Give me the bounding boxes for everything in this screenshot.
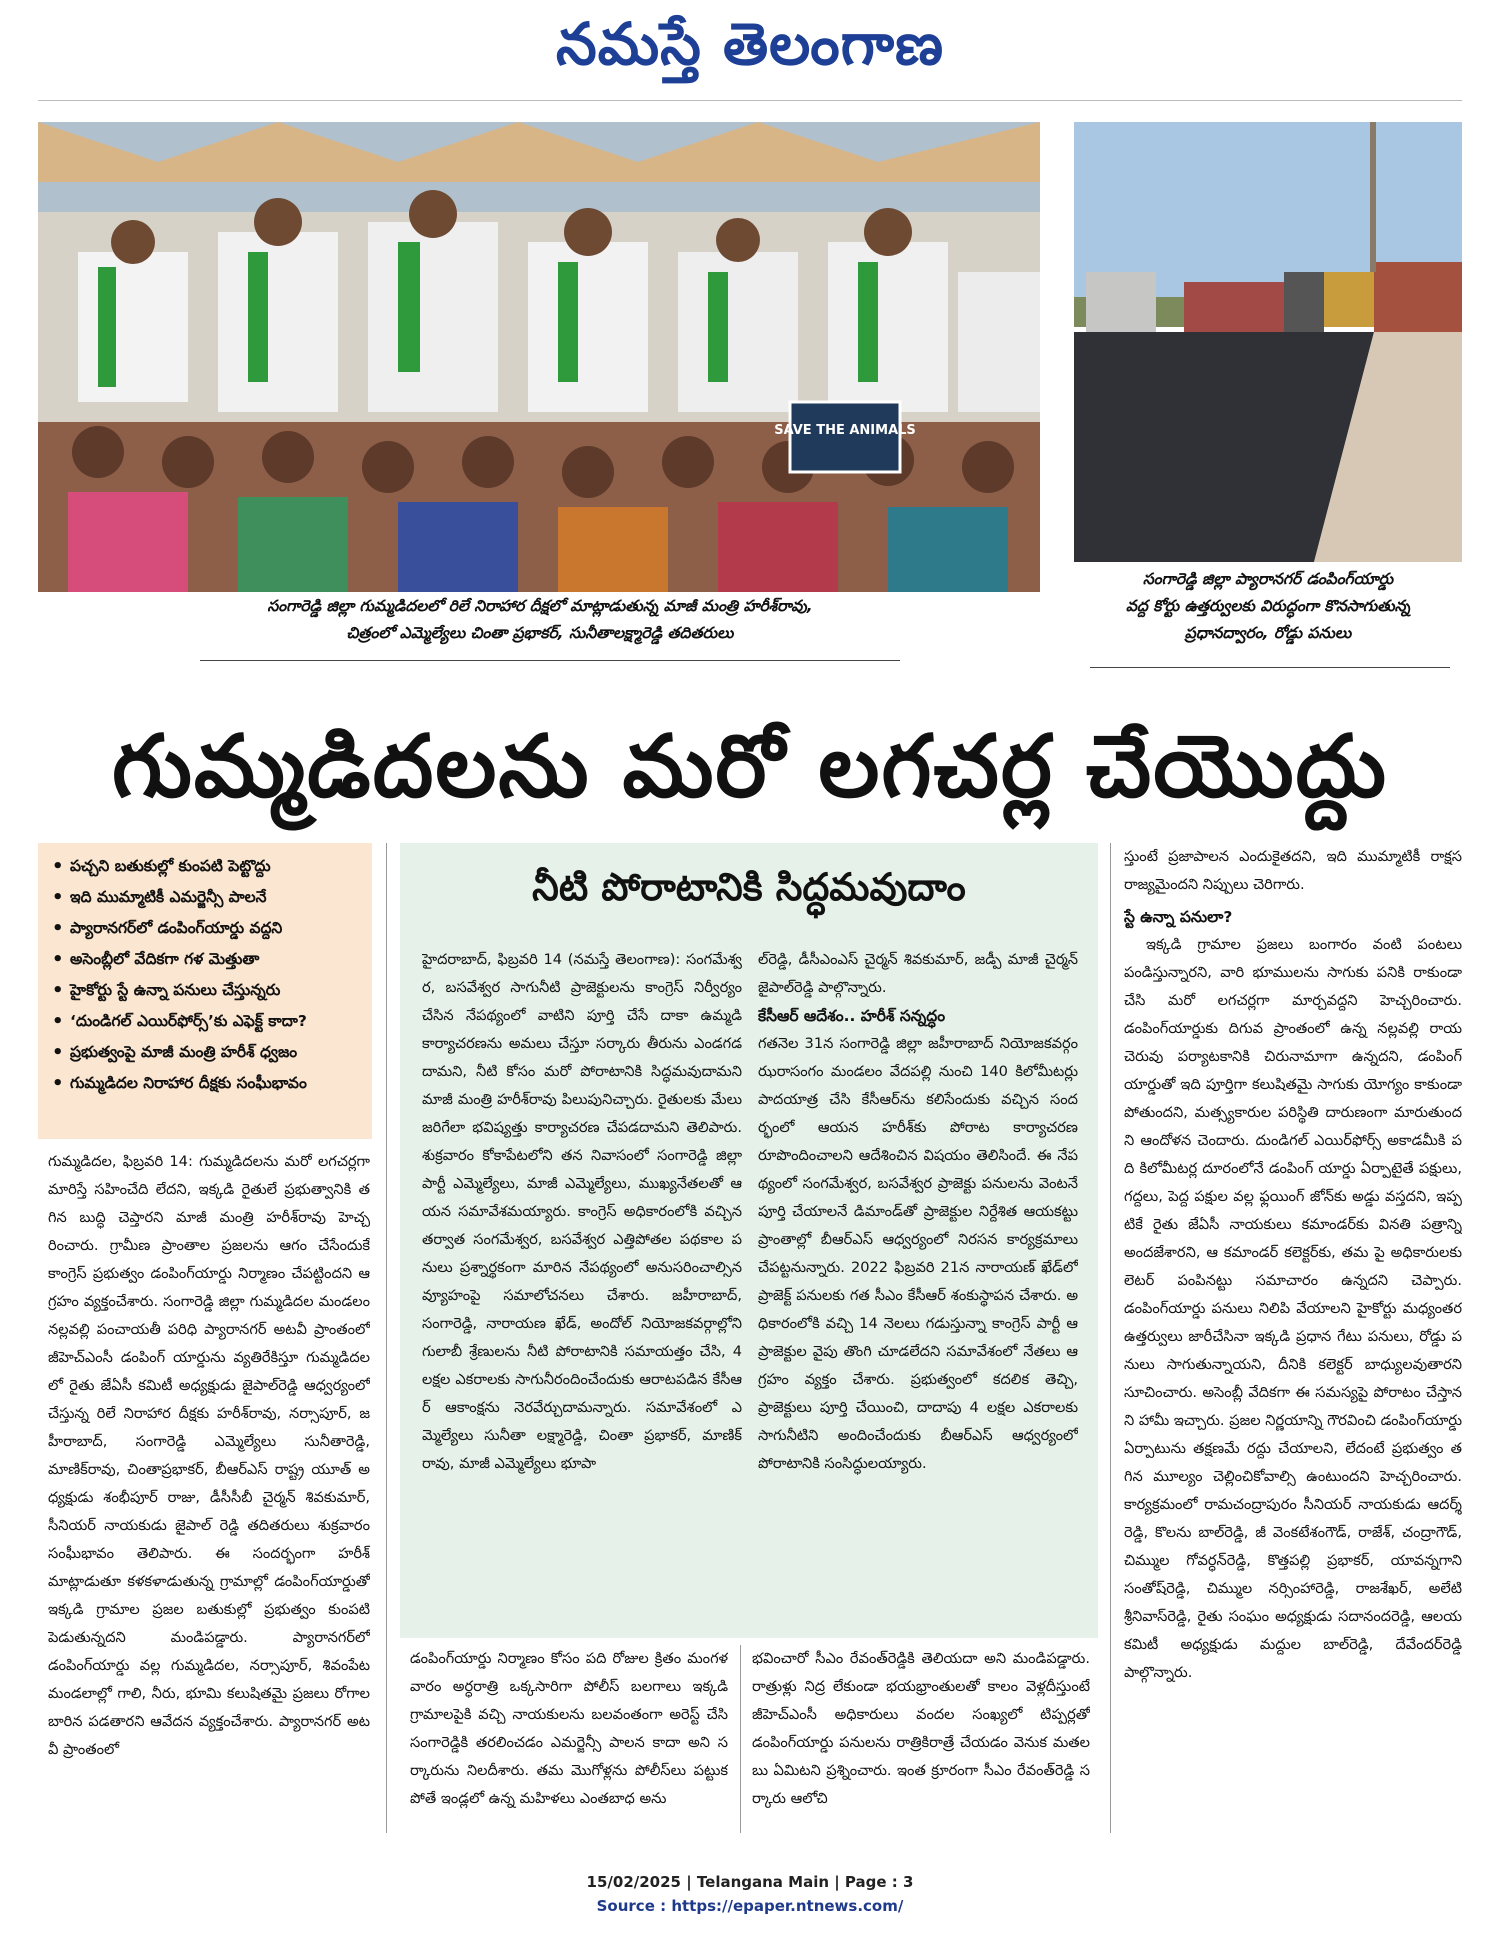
masthead — [0, 0, 1500, 100]
placard-text: SAVE THE ANIMALS — [774, 423, 916, 438]
caption-underline — [1090, 667, 1450, 668]
column-divider — [1110, 843, 1111, 1833]
caption-line: సంగారెడ్డి జిల్లా గుమ్మడిదలలో రిలే నిరాహార దీక్షలో మాట్లాడుతున్న మాజీ మంత్రి హరీశ్‌రావు, — [267, 597, 813, 615]
article-column-2: డంపింగ్‌యార్డు నిర్మాణం కోసం పది రోజుల క్రితం మంగళవారం అర్ధరాత్రి ఒక్కసారిగా పోలీస్ బలగాలు ఇక్కడి గ్రామాలపైకి వచ్చి నాయకులను బలవంతంగా అరెస్ట్ చేసి సంగారెడ్డికి తరలించడం ఎమర్జెన్సీ పాలన కాదా అని సర్కారును నిలదీశారు. తమ మొగోళ్లను పోలీస్‌లు పట్టుకపోతే ఇండ్లలో ఉన్న మహిళలు ఎంతబాధ అను — [410, 1650, 728, 1807]
sidebar-subhead: కేసీఆర్ ఆదేశం.. హరీశ్ సన్నద్ధం — [758, 1007, 946, 1025]
highlight-item: • ‘దుండిగల్ ఎయిర్‌ఫోర్స్’కు ఎఫెక్ట్ కాదా? — [46, 1006, 364, 1037]
caption-underline — [200, 660, 900, 661]
sidebar-column-left: హైదరాబాద్, ఫిబ్రవరి 14 (నమస్తే తెలంగాణ): సంగమేశ్వర, బసవేశ్వర సాగునీటి ప్రాజెక్టులను కాంగ్రెస్ నిర్వీర్యం చేసిన నేపథ్యంలో వాటిని పూర్తి చేసే దాకా ఉమ్మడి కార్యాచరణను అమలు చేస్తూ సర్కారు తీరును ఎండగడదామని, నీటి కోసం మరో పోరాటానికి సిద్ధమవుదామని మాజీ మంత్రి హరీశ్‌రావు పిలుపునిచ్చారు. రైతులకు మేలు జరిగేలా భవిష్యత్తు కార్యాచరణ చేపడదామని తెలిపారు. శుక్రవారం కోకాపేటలోని తన నివాసంలో సంగారెడ్డి జిల్లా పార్టీ ఎమ్మెల్యేలు, మాజీ ఎమ్మెల్యేలు, ముఖ్యనేతలతో ఆయన సమావేశమయ్యారు. కాంగ్రెస్ అధికారంలోకి వచ్చిన తర్వాత సంగమేశ్వర, బసవేశ్వర ఎత్తిపోతల పథకాల పనులు ప్రశ్నార్థకంగా మారిన నేపథ్యంలో అనుసరించాల్సిన వ్యూహంపై సమాలోచనలు చేశారు. జహీరాబాద్, సంగారెడ్డి, నారాయణ ఖేడ్, అందోల్ నియోజకవర్గాల్లోని గులాబీ శ్రేణులను నీటి పోరాటానికి సమాయత్తం చేసి, 4 లక్షల ఎకరాలకు సాగునీరందించేందుకు ఆరాటపడిన కేసీఆర్ ఆకాంక్షను నెరవేర్చుదామన్నారు. సమావేశంలో ఎమ్మెల్యేలు సునీతా లక్ష్మారెడ్డి, చింతా ప్రభాకర్, మాణిక్ రావు, మాజీ ఎమ్మెల్యేలు భూపా — [422, 951, 742, 1472]
article-column-1: గుమ్మడిదల, ఫిబ్రవరి 14: గుమ్మడిదలను మరో లగచర్లగా మారిస్తే సహించేది లేదని, ఇక్కడి రైతులే ప్రభుత్వానికి తగిన బుద్ధి చెప్తారని మాజీ మంత్రి హరీశ్‌రావు హెచ్చరించారు. గ్రామీణ ప్రాంతాల ప్రజలను ఆగం చేసేందుకే కాంగ్రెస్ ప్రభుత్వం డంపింగ్‌యార్డు నిర్మాణం చేపట్టిందని ఆగ్రహం వ్యక్తంచేశారు. సంగారెడ్డి జిల్లా గుమ్మడిదల మండలం నల్లవల్లి పంచాయతీ పరిధి ప్యారానగర్ అటవీ ప్రాంతంలో జీహెచ్‌ఎంసీ డంపింగ్ యార్డును వ్యతిరేకిస్తూ గుమ్మడిదలలో రైతు జేఏసీ కమిటీ అధ్యక్షుడు జైపాల్‌రెడ్డి ఆధ్వర్యంలో చేస్తున్న రిలే నిరాహార దీక్షకు హరీశ్‌రావు, నర్సాపూర్, జహీరాబాద్, సంగారెడ్డి ఎమ్మెల్యేలు సునీతారెడ్డి, మాణిక్‌రావు, చింతాప్రభాకర్, బీఆర్‌ఎస్ రాష్ట్ర యూత్ అధ్యక్షుడు శంభీపూర్ రాజు, డీసీసీబీ చైర్మన్ శివకుమార్, సీనియర్ నాయకుడు జైపాల్ రెడ్డి తదితరులు శుక్రవారం సంఘీభావం తెలిపారు. ఈ సందర్భంగా హరీశ్ మాట్లాడుతూ కళకళాడుతున్న గ్రామాల్లో డంపింగ్‌యార్డుతో ఇక్కడి గ్రామాల ప్రజల బతుకుల్లో ప్రభుత్వం కుంపటి పెడుతున్నదని మండిపడ్డారు. ప్యారానగర్‌లో డంపింగ్‌యార్డు వల్ల గుమ్మడిదల, నర్సాపూర్, శివంపేట మండలాల్లో గాలి, నీరు, భూమి కలుషితమై ప్రజలు రోగాల బారిన పడతారని ఆవేదన వ్యక్తంచేశారు. ప్యారానగర్ అటవీ ప్రాంతంలో — [48, 1153, 370, 1758]
article-subhead: స్టే ఉన్నా పనులా? — [1124, 908, 1233, 926]
footer-source-link[interactable]: Source : https://epaper.ntnews.com/ — [596, 1897, 904, 1915]
highlight-item: • పచ్చని బతుకుల్లో కుంపటి పెట్టొద్దు — [46, 851, 364, 882]
article-text: స్తుంటే ప్రజాపాలన ఎందుకైతదని, ఇది ముమ్మాటికీ రాక్షస రాజ్యమైందని నిప్పులు చెరిగారు. — [1124, 848, 1462, 893]
masthead-divider — [38, 100, 1462, 101]
caption-line: ప్రధానద్వారం, రోడ్డు పనులు — [1184, 624, 1352, 642]
highlights-list — [46, 851, 364, 1099]
highlight-item: • ప్రభుత్వంపై మాజీ మంత్రి హరీశ్ ధ్వజం — [46, 1037, 364, 1068]
caption-line: వద్ద కోర్టు ఉత్తర్వులకు విరుద్ధంగా కొనసాగుతున్న — [1125, 597, 1411, 615]
highlight-item: • గుమ్మడిదల నిరాహార దీక్షకు సంఘీభావం — [46, 1068, 364, 1099]
caption-line: చిత్రంలో ఎమ్మెల్యేలు చింతా ప్రభాకర్, సునీతాలక్ష్మారెడ్డి తదితరులు — [346, 624, 734, 642]
sidebar-text: గతనెల 31న సంగారెడ్డి జిల్లా జహీరాబాద్ నియోజకవర్గం ఝరాసంగం మండలం వేదపల్లి నుంచి 140 కిలోమీటర్లు పాదయాత్ర చేసి కేసీఆర్‌ను కలిసేందుకు వచ్చిన సందర్భంలో ఆయన హరీశ్‌కు పోరాట కార్యాచరణ రూపొందించాలని ఆదేశించిన విషయం తెలిసిందే. ఈ నేపథ్యంలో సంగమేశ్వర, బసవేశ్వర ప్రాజెక్టు పనులను వెంటనే పూర్తి చేయాలనే డిమాండ్‌తో ప్రాజెక్టుల నిర్దేశిత ఆయకట్టు ప్రాంతాల్లో బీఆర్‌ఎస్ ఆధ్వర్యంలో నిరసన కార్యక్రమాలు చేపట్టనున్నారు. 2022 ఫిబ్రవరి 21న నారాయణ్ ఖేడ్‌లో ప్రాజెక్ట్ పనులకు గత సీఎం కేసీఆర్ శంకుస్థాపన చేశారు. అధికారంలోకి వచ్చి 14 నెలలు గడుస్తున్నా కాంగ్రెస్ పార్టీ ఆ ప్రాజెక్టుల వైపు తొంగి చూడలేదని సమావేశంలో నేతలు ఆగ్రహం వ్యక్తం చేశారు. ప్రభుత్వంలో కదలిక తెచ్చి, ప్రాజెక్టులు పూర్తి చేయించి, దాదాపు 4 లక్షల ఎకరాలకు సాగునీటిని అందించేందుకు బీఆర్‌ఎస్ ఆధ్వర్యంలో పోరాటానికి సంసిద్ధులయ్యారు. — [758, 1035, 1078, 1472]
sidebar-headline: నీటి పోరాటానికి సిద్ధమవుదాం — [532, 865, 966, 909]
newspaper-logo: నమస్తే తెలంగాణ — [556, 10, 944, 78]
highlight-item: • హైకోర్టు స్టే ఉన్నా పనులు చేస్తున్నరు — [46, 975, 364, 1006]
road-photo-caption — [1074, 566, 1462, 647]
main-headline: గుమ్మడిదలను మరో లగచర్ల చేయొద్దు — [111, 717, 1389, 817]
column-divider — [386, 843, 387, 1833]
footer-edition-info: 15/02/2025 | Telangana Main | Page : 3 — [586, 1873, 914, 1891]
sidebar-column-right — [758, 946, 1078, 1636]
sidebar-text: ల్‌రెడ్డి, డీసీఎంఎస్ చైర్మన్ శివకుమార్, జడ్పీ మాజీ చైర్మన్ జైపాల్‌రెడ్డి పాల్గొన్నారు. — [758, 951, 1078, 996]
caption-line: సంగారెడ్డి జిల్లా ప్యారానగర్ డంపింగ్‌యార్డు — [1142, 570, 1394, 588]
highlight-item: • ఇది ముమ్మాటికీ ఎమర్జెన్సీ పాలనే — [46, 882, 364, 913]
column-divider — [740, 1645, 741, 1833]
protest-photo-caption — [60, 593, 1020, 647]
article-text: ఇక్కడి గ్రామాల ప్రజలు బంగారం వంటి పంటలు పండిస్తున్నారని, వారి భూములను సాగుకు పనికి రాకుండా చేసి మరో లగచర్లగా మార్చవద్దని హెచ్చరించారు. డంపింగ్‌యార్డుకు దిగువ ప్రాంతంలో ఉన్న నల్లవల్లి రాయచెరువు పర్యాటకానికి చిరునామాగా ఉన్నదని, డంపింగ్ యార్డుతో ఇది పూర్తిగా కలుషితమై సాగుకు యోగ్యం కాకుండా పోతుందని, మత్స్యకారుల పరిస్థితి దారుణంగా మారుతుందని ఆందోళన చెందారు. దుండిగల్ ఎయిర్‌ఫోర్స్ అకాడమీకి పది కిలోమీటర్ల దూరంలోనే డంపింగ్ యార్డు ఏర్పాటైతే పక్షులు, గద్దలు, పెద్ద పక్షుల వల్ల ఫ్లయింగ్ జోన్‌కు అడ్డు వస్తదని, ఇప్పటికే రైతు జేఏసీ నాయకులు కమాండర్‌కు వినతి పత్రాన్ని అందజేశారని, ఆ కమాండర్ కలెక్టర్‌కు, తమ పై అధికారులకు లెటర్ పంపినట్టు సమాచారం ఉన్నదని చెప్పారు. డంపింగ్‌యార్డు పనులు నిలిపి వేయాలని హైకోర్టు మధ్యంతర ఉత్తర్వులు జారీచేసినా ఇక్కడి ప్రధాన గేటు పనులు, రోడ్డు పనులు సాగుతున్నాయని, దీనికి కలెక్టర్ బాధ్యులవుతారని సూచించారు. అసెంబ్లీ వేదికగా ఈ సమస్యపై పోరాటం చేస్తానని హామీ ఇచ్చారు. ప్రజల నిర్ణయాన్ని గౌరవించి డంపింగ్‌యార్డు ఏర్పాటును తక్షణమే రద్దు చేయాలని, లేదంటే ప్రభుత్వం తగిన మూల్యం చెల్లించికోవాల్సి ఉంటుందని హెచ్చరించారు. కార్యక్రమంలో రామచంద్రాపురం సీనియర్ నాయకుడు ఆదర్శ్ రెడ్డి, కొలను బాల్‌రెడ్డి, జీ వెంకటేశంగౌడ్, రాజేశ్, చంద్రాగౌడ్, చిమ్ముల గోవర్ధన్‌రెడ్డి, కొత్తపల్లి ప్రభాకర్, యావన్నగాని సంతోష్‌రెడ్డి, చిమ్ముల నర్సింహారెడ్డి, రాజశేఖర్, అలేటి శ్రీనివాస్‌రెడ్డి, రైతు సంఘం అధ్యక్షుడు సదానందరెడ్డి, ఆలయకమిటీ అధ్యక్షుడు మద్దుల బాల్‌రెడ్డి, దేవేందర్‌రెడ్డి పాల్గొన్నారు. — [1124, 936, 1462, 1681]
highlight-item: • ప్యారానగర్‌లో డంపింగ్‌యార్డు వద్దని — [46, 913, 364, 944]
road-works-photo — [1074, 122, 1462, 562]
sidebar-story — [400, 843, 1098, 1638]
article-column-3: భవించారో సీఎం రేవంత్‌రెడ్డికి తెలియదా అని మండిపడ్డారు. రాత్రుళ్లు నిద్ర లేకుండా భయభ్రాంతులతో కాలం వెళ్లదీస్తుంటే జీహెచ్‌ఎంసీ అధికారులు వందల సంఖ్యలో టిప్పర్లతో డంపింగ్‌యార్డు పనులను రాత్రికిరాత్రే చేయడం వెనుక మతలబు ఏమిటని ప్రశ్నించారు. ఇంత క్రూరంగా సీఎం రేవంత్‌రెడ్డి సర్కారు ఆలోచి — [752, 1650, 1090, 1807]
article-column-4 — [1124, 843, 1462, 1833]
highlights-box — [38, 843, 372, 1139]
highlight-item: • అసెంబ్లీలో వేదికగా గళ మెత్తుతా — [46, 944, 364, 975]
protest-photo — [38, 122, 1040, 592]
